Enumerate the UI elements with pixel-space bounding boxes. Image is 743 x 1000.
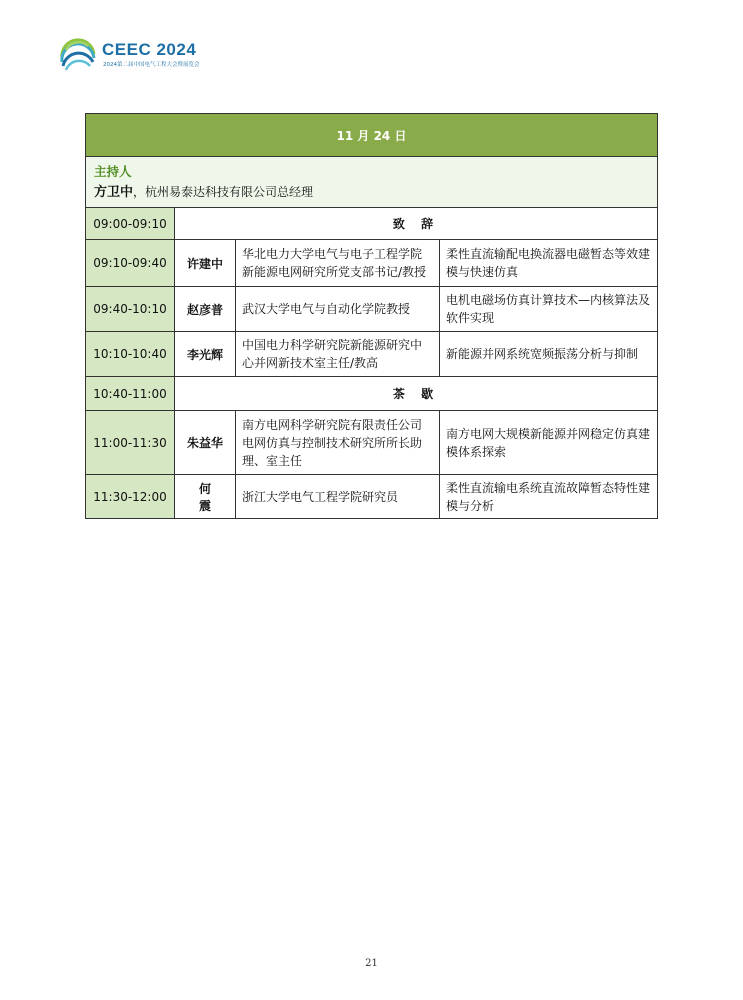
- table-row: [86, 411, 658, 475]
- chair-cell: [86, 157, 658, 208]
- speaker-name: 何 震: [175, 475, 236, 519]
- talk-topic: 柔性直流输电系统直流故障暂态特性建模与分析: [440, 475, 658, 519]
- speaker-affiliation: 南方电网科学研究院有限责任公司电网仿真与控制技术研究所所长助理、室主任: [236, 411, 440, 475]
- conference-logo: [58, 36, 198, 76]
- speaker-affiliation: 武汉大学电气与自动化学院教授: [236, 287, 440, 332]
- time-cell: 09:10-09:40: [86, 240, 175, 287]
- speaker-affiliation: 华北电力大学电气与电子工程学院新能源电网研究所党支部书记/教授: [236, 240, 440, 287]
- time-cell: 09:40-10:10: [86, 287, 175, 332]
- talk-topic: 电机电磁场仿真计算技术—内核算法及软件实现: [440, 287, 658, 332]
- table-row: [86, 332, 658, 377]
- time-cell: 10:40-11:00: [86, 377, 175, 411]
- chair-row: [86, 157, 658, 208]
- date-row: [86, 114, 658, 157]
- table-row: [86, 240, 658, 287]
- talk-topic: 南方电网大规模新能源并网稳定仿真建模体系探索: [440, 411, 658, 475]
- speaker-name: 李光辉: [175, 332, 236, 377]
- ceec-logo-icon: [58, 36, 98, 76]
- chair-label: 主持人: [94, 163, 132, 179]
- schedule-table: [85, 113, 658, 519]
- logo-title: CEEC 2024: [102, 40, 197, 59]
- time-cell: 11:00-11:30: [86, 411, 175, 475]
- table-row: [86, 287, 658, 332]
- talk-topic: 柔性直流输配电换流器电磁暂态等效建模与快速仿真: [440, 240, 658, 287]
- logo-subtitle: 2024第二届中国电气工程大会暨展览会: [103, 62, 200, 68]
- time-cell: 11:30-12:00: [86, 475, 175, 519]
- page-number: 21: [365, 958, 378, 969]
- date-header: 11 月 24 日: [86, 114, 658, 157]
- table-row: [86, 208, 658, 240]
- speaker-name: 赵彦普: [175, 287, 236, 332]
- speaker-name: 许建中: [175, 240, 236, 287]
- time-cell: 10:10-10:40: [86, 332, 175, 377]
- table-row: [86, 475, 658, 519]
- session-title: 茶 歇: [175, 377, 658, 411]
- chair-name: 方卫中: [94, 184, 134, 200]
- time-cell: 09:00-09:10: [86, 208, 175, 240]
- talk-topic: 新能源并网系统宽频振荡分析与抑制: [440, 332, 658, 377]
- session-title: 致 辞: [175, 208, 658, 240]
- chair-organization: ，杭州易泰达科技有限公司总经理: [133, 184, 314, 199]
- speaker-affiliation: 浙江大学电气工程学院研究员: [236, 475, 440, 519]
- chair-line: [94, 182, 649, 203]
- speaker-affiliation: 中国电力科学研究院新能源研究中心并网新技术室主任/教高: [236, 332, 440, 377]
- table-row: [86, 377, 658, 411]
- speaker-name: 朱益华: [175, 411, 236, 475]
